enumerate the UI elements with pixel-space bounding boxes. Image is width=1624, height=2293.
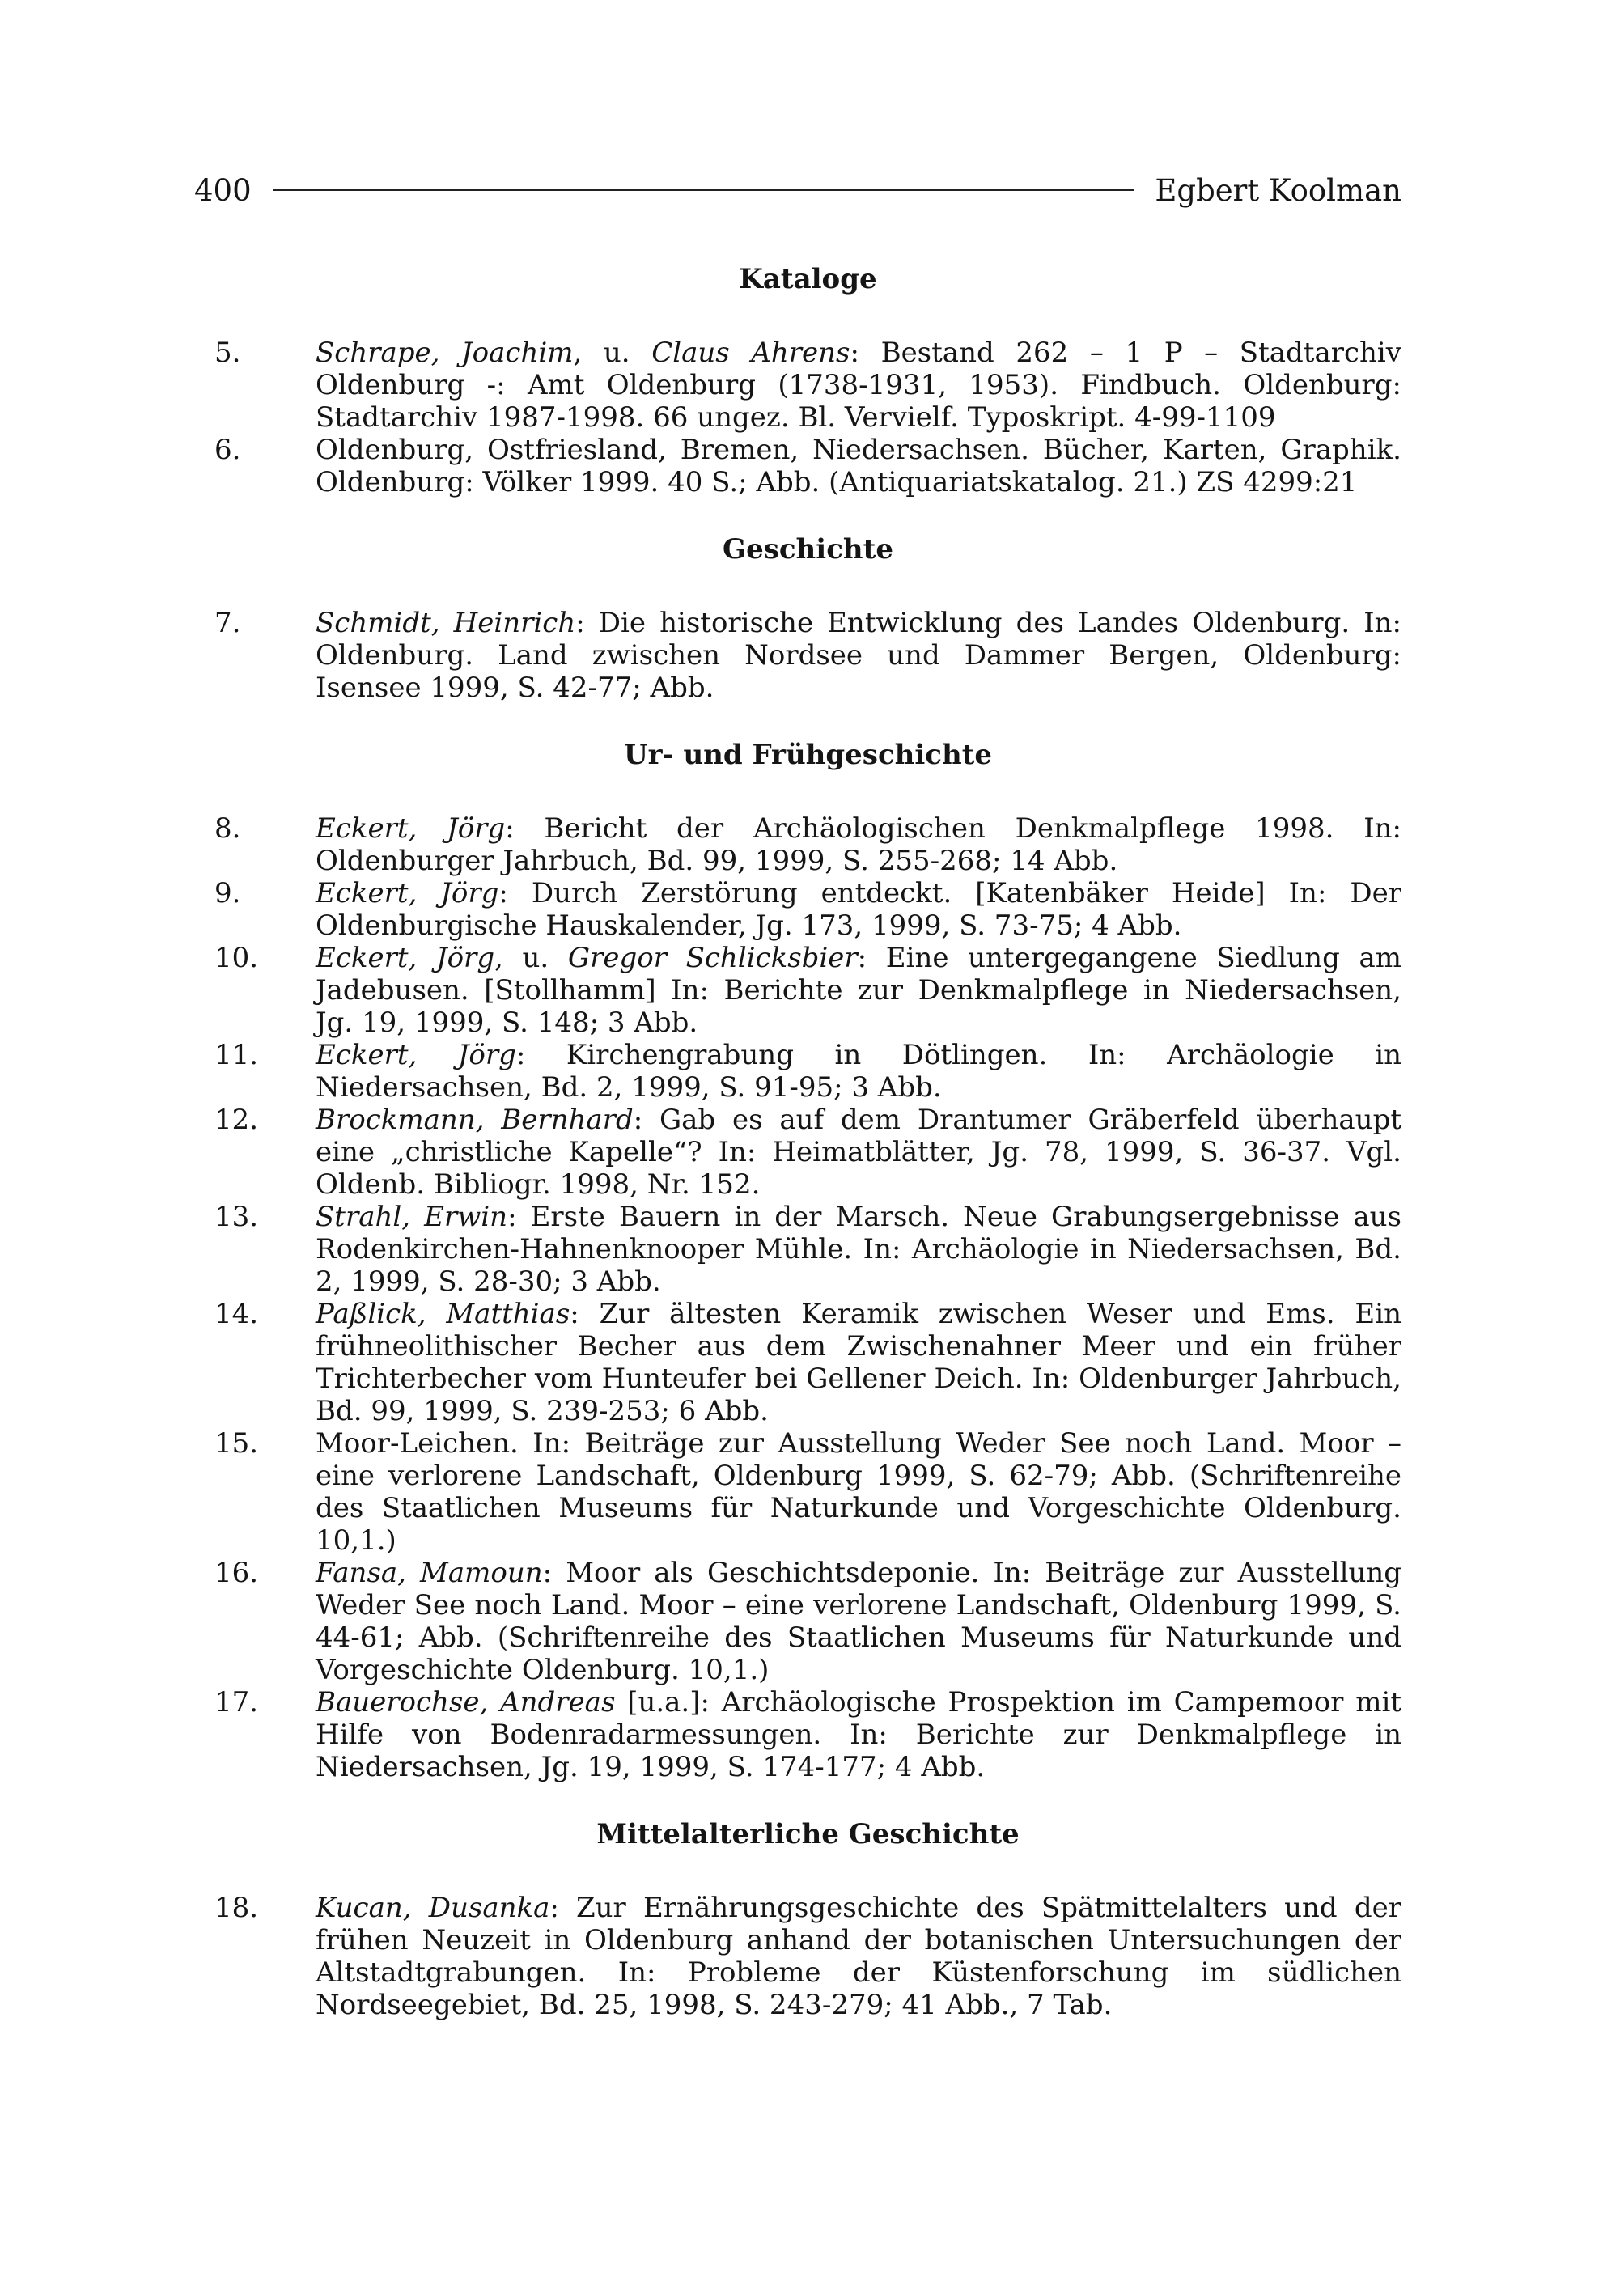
- entry-author: Eckert, Jörg: [316, 942, 495, 974]
- entry-author: Paßlick, Matthias: [316, 1298, 570, 1330]
- entry-author: Fansa, Mamoun: [316, 1557, 543, 1589]
- entry-author: Strahl, Erwin: [316, 1201, 508, 1233]
- entry-author: Eckert, Jörg: [316, 812, 506, 845]
- entry-number: 10.: [214, 942, 259, 974]
- entry-number: 8.: [214, 812, 241, 845]
- bibliography-entry: [214, 1201, 1401, 1298]
- bibliography-entry: [214, 812, 1401, 877]
- entry-description: [u.a.]: Archäologische Prospektion im Campemoor mit Hilfe von Bodenradarmessungen. In: Berichte zur Denkmalpflege in Niedersachsen, Jg. 19, 1999, S. 174-177; 4 Abb.: [316, 1686, 1401, 1783]
- entry-description: : Bericht der Archäologischen Denkmalpflege 1998. In: Oldenburger Jahrbuch, Bd. 99, 1999, S. 255-268; 14 Abb.: [316, 812, 1401, 877]
- running-header: [194, 170, 1401, 210]
- entry-description: : Moor als Geschichtsdeponie. In: Beiträge zur Ausstellung Weder See noch Land. Moor – eine verlorene Landschaft, Oldenburg 1999, S. 44-61; Abb. (Schriftenreihe des Staatlichen Museums für Naturkunde und Vorgeschichte Oldenburg. 10,1.): [316, 1557, 1402, 1686]
- entry-description: : Zur Ernährungsgeschichte des Spätmittelalters und der frühen Neuzeit in Oldenburg anhand der botanischen Untersuchungen der Altstadtgrabungen. In: Probleme der Küstenforschung im südlichen Nordseegebiet, Bd. 25, 1998, S. 243-279; 41 Abb., 7 Tab.: [316, 1892, 1401, 2021]
- entry-text: [316, 812, 1401, 877]
- entry-author: Schrape, Joachim: [316, 337, 574, 369]
- entry-number: 15.: [214, 1427, 259, 1460]
- entry-text: [316, 434, 1401, 498]
- entry-author: Eckert, Jörg: [316, 1039, 516, 1071]
- bibliography-entry: [214, 607, 1401, 704]
- entry-number: 13.: [214, 1201, 259, 1233]
- bibliography-entry: [214, 942, 1401, 1039]
- entry-description: : Eine untergegangene Siedlung am Jadebusen. [Stollhamm] In: Berichte zur Denkmalpflege in Niedersachsen, Jg. 19, 1999, S. 148; 3 Abb.: [316, 942, 1401, 1039]
- entry-number: 7.: [214, 607, 241, 639]
- entry-description: : Zur ältesten Keramik zwischen Weser und Ems. Ein frühneolithischer Becher aus dem Zwischenahner Meer und ein früher Trichterbecher vom Hunteufer bei Gellener Deich. In: Oldenburger Jahrbuch, Bd. 99, 1999, S. 239-253; 6 Abb.: [316, 1298, 1401, 1427]
- entry-text: [316, 877, 1401, 942]
- bibliography-entry: [214, 1686, 1401, 1783]
- section-heading: Geschichte: [723, 533, 893, 566]
- entry-text: [316, 1104, 1401, 1201]
- entry-text: [316, 1039, 1401, 1104]
- bibliography-entry: [214, 1039, 1401, 1104]
- bibliography-content: [214, 261, 1401, 2021]
- bibliography-entry: [214, 877, 1401, 942]
- bibliography-entry: [214, 337, 1401, 434]
- section-heading: Ur- und Frühgeschichte: [623, 739, 993, 771]
- entry-coauthor: Gregor Schlicksbier: [567, 942, 858, 974]
- entry-separator: , u.: [573, 337, 652, 369]
- header-rule: [273, 189, 1134, 191]
- entry-text: [316, 337, 1401, 434]
- entry-author: Bauerochse, Andreas: [316, 1686, 616, 1719]
- entry-description: : Kirchengrabung in Dötlingen. In: Archäologie in Niedersachsen, Bd. 2, 1999, S. 91-95; 3 Abb.: [316, 1039, 1401, 1104]
- entry-text: [316, 1686, 1401, 1783]
- bibliography-entry: [214, 1427, 1401, 1557]
- entry-description: : Bestand 262 – 1 P – Stadtarchiv Oldenburg -: Amt Oldenburg (1738-1931, 1953). Findbuch. Oldenburg: Stadtarchiv 1987-1998. 66 ungez. Bl. Vervielf. Typoskript. 4-99-1109: [316, 337, 1401, 434]
- entry-coauthor: Claus Ahrens: [651, 337, 850, 369]
- entry-text: [316, 1557, 1401, 1686]
- entry-number: 17.: [214, 1686, 259, 1719]
- entry-text: [316, 942, 1401, 1039]
- entry-description: Moor-Leichen. In: Beiträge zur Ausstellung Weder See noch Land. Moor – eine verlorene Landschaft, Oldenburg 1999, S. 62-79; Abb. (Schriftenreihe des Staatlichen Museums für Naturkunde und Vorgeschichte Oldenburg. 10,1.): [316, 1427, 1401, 1557]
- entry-number: 12.: [214, 1104, 259, 1136]
- entry-number: 18.: [214, 1892, 259, 1924]
- entry-number: 9.: [214, 877, 241, 909]
- entry-description: Oldenburg, Ostfriesland, Bremen, Niedersachsen. Bücher, Karten, Graphik. Oldenburg: Völker 1999. 40 S.; Abb. (Antiquariatskatalog. 21.) ZS 4299:21: [316, 434, 1401, 498]
- entry-author: Eckert, Jörg: [316, 877, 499, 909]
- entry-text: [316, 1298, 1401, 1427]
- entry-description: : Erste Bauern in der Marsch. Neue Grabungsergebnisse aus Rodenkirchen-Hahnenknooper Mühle. In: Archäologie in Niedersachsen, Bd. 2, 1999, S. 28-30; 3 Abb.: [316, 1201, 1401, 1298]
- entry-text: [316, 1892, 1401, 2021]
- entry-text: [316, 607, 1401, 704]
- bibliography-entry: [214, 1298, 1401, 1427]
- section-heading: Mittelalterliche Geschichte: [596, 1818, 1020, 1850]
- entry-number: 6.: [214, 434, 241, 466]
- bibliography-entry: [214, 1892, 1401, 2021]
- entry-number: 11.: [214, 1039, 259, 1071]
- entry-text: [316, 1427, 1401, 1557]
- entry-description: : Gab es auf dem Drantumer Gräberfeld überhaupt eine „christliche Kapelle“? In: Heimatblätter, Jg. 78, 1999, S. 36-37. Vgl. Oldenb. Bibliogr. 1998, Nr. 152.: [316, 1104, 1401, 1201]
- bibliography-entry: [214, 1557, 1401, 1686]
- running-author: Egbert Koolman: [1155, 172, 1401, 208]
- entry-author: Brockmann, Bernhard: [316, 1104, 634, 1136]
- entry-description: : Durch Zerstörung entdeckt. [Katenbäker Heide] In: Der Oldenburgische Hauskalender, Jg. 173, 1999, S. 73-75; 4 Abb.: [316, 877, 1402, 942]
- entry-number: 14.: [214, 1298, 259, 1330]
- entry-author: Kucan, Dusanka: [316, 1892, 550, 1924]
- entry-number: 16.: [214, 1557, 259, 1589]
- bibliography-entry: [214, 434, 1401, 498]
- entry-author: Schmidt, Heinrich: [316, 607, 576, 639]
- entry-number: 5.: [214, 337, 241, 369]
- entry-text: [316, 1201, 1401, 1298]
- entry-separator: , u.: [494, 942, 568, 974]
- section-heading: Kataloge: [739, 263, 877, 295]
- entry-description: : Die historische Entwicklung des Landes Oldenburg. In: Oldenburg. Land zwischen Nordsee und Dammer Bergen, Oldenburg: Isensee 1999, S. 42-77; Abb.: [316, 607, 1401, 704]
- page-number: 400: [194, 172, 252, 208]
- bibliography-entry: [214, 1104, 1401, 1201]
